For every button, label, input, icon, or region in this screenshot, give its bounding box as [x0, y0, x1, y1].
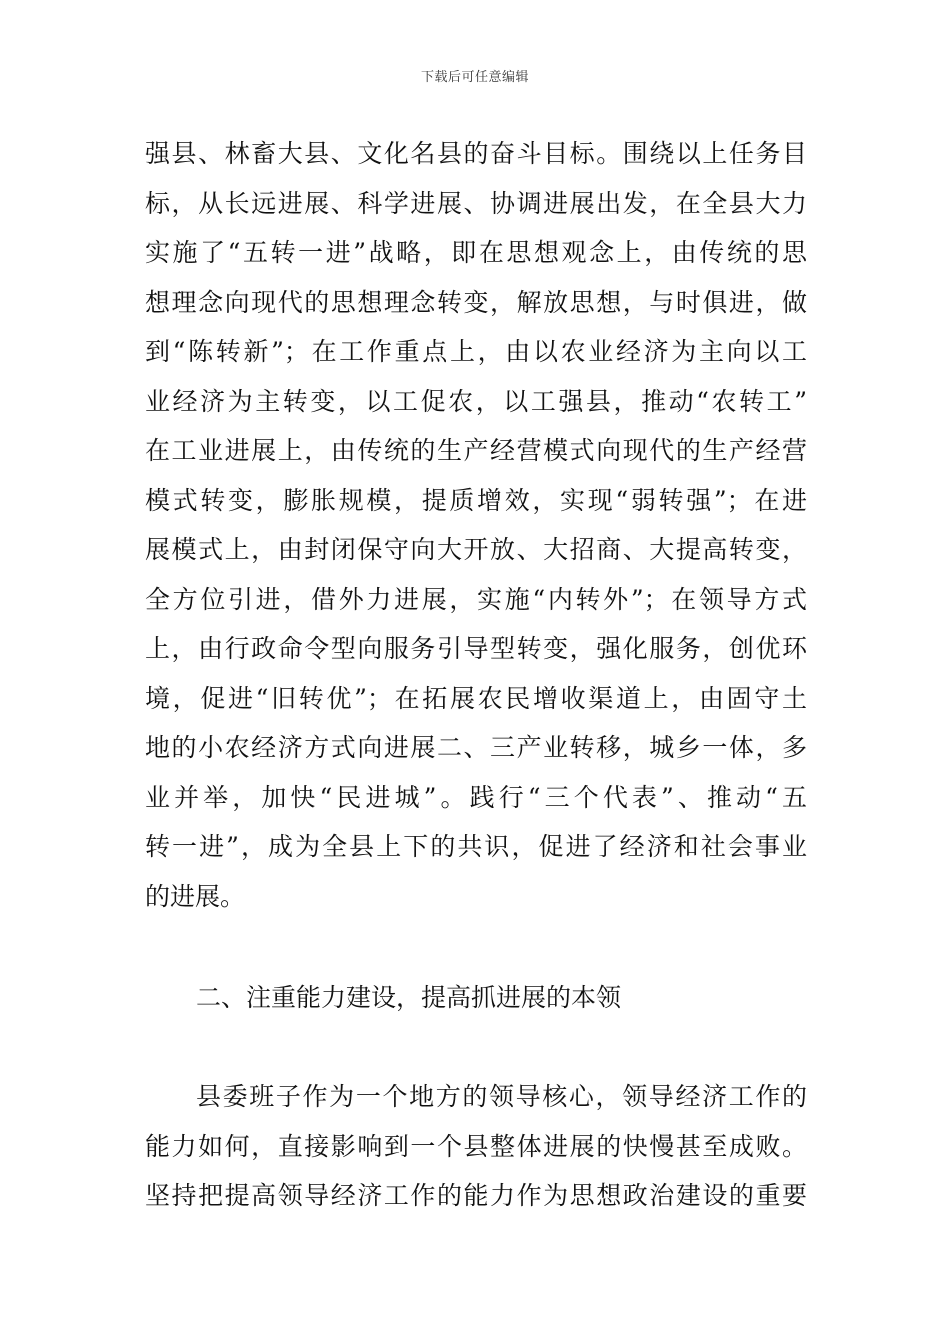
text-line: 境，促进“旧转优”；在拓展农民增收渠道上，由固守土	[145, 683, 807, 713]
section-heading: 二、注重能力建设，提高抓进展的本领	[196, 983, 622, 1012]
text-line: 强县、林畜大县、文化名县的奋斗目标。围绕以上任务目	[145, 139, 807, 168]
text-line: 标，从长远进展、科学进展、协调进展出发，在全县大力	[145, 188, 807, 218]
text-line: 展模式上，由封闭保守向大开放、大招商、大提高转变，	[145, 535, 807, 564]
text-line: 上，由行政命令型向服务引导型转变，强化服务，创优环	[145, 634, 807, 663]
text-line: 全方位引进，借外力进展，实施“内转外”；在领导方式	[145, 584, 807, 614]
text-line: 业经济为主转变，以工促农，以工强县，推动“农转工”	[145, 386, 807, 416]
text-line: 模式转变，膨胀规模，提质增效，实现“弱转强”；在进	[145, 485, 807, 515]
text-line: 坚持把提高领导经济工作的能力作为思想政治建设的重要	[145, 1181, 807, 1210]
text-line: 到“陈转新”；在工作重点上，由以农业经济为主向以工	[145, 337, 807, 366]
header-note: 下载后可任意编辑	[420, 70, 529, 85]
text-line: 业并举，加快“民进城”。践行“三个代表”、推动“五	[145, 782, 807, 812]
text-line: 实施了“五转一进”战略，即在思想观念上，由传统的思	[145, 238, 807, 267]
text-line: 地的小农经济方式向进展二、三产业转移，城乡一体，多	[145, 733, 807, 762]
text-line: 能力如何，直接影响到一个县整体进展的快慢甚至成败。	[145, 1131, 807, 1161]
text-line: 转一进”，成为全县上下的共识，促进了经济和社会事业	[145, 832, 807, 861]
text-line: 县委班子作为一个地方的领导核心，领导经济工作的	[196, 1082, 807, 1111]
text-line: 的进展。	[145, 881, 246, 911]
text-line: 在工业进展上，由传统的生产经营模式向现代的生产经营	[145, 436, 807, 465]
paragraph-1	[145, 129, 807, 921]
text-line: 想理念向现代的思想理念转变，解放思想，与时俱进，做	[145, 287, 807, 317]
paragraph-2	[145, 1072, 807, 1221]
